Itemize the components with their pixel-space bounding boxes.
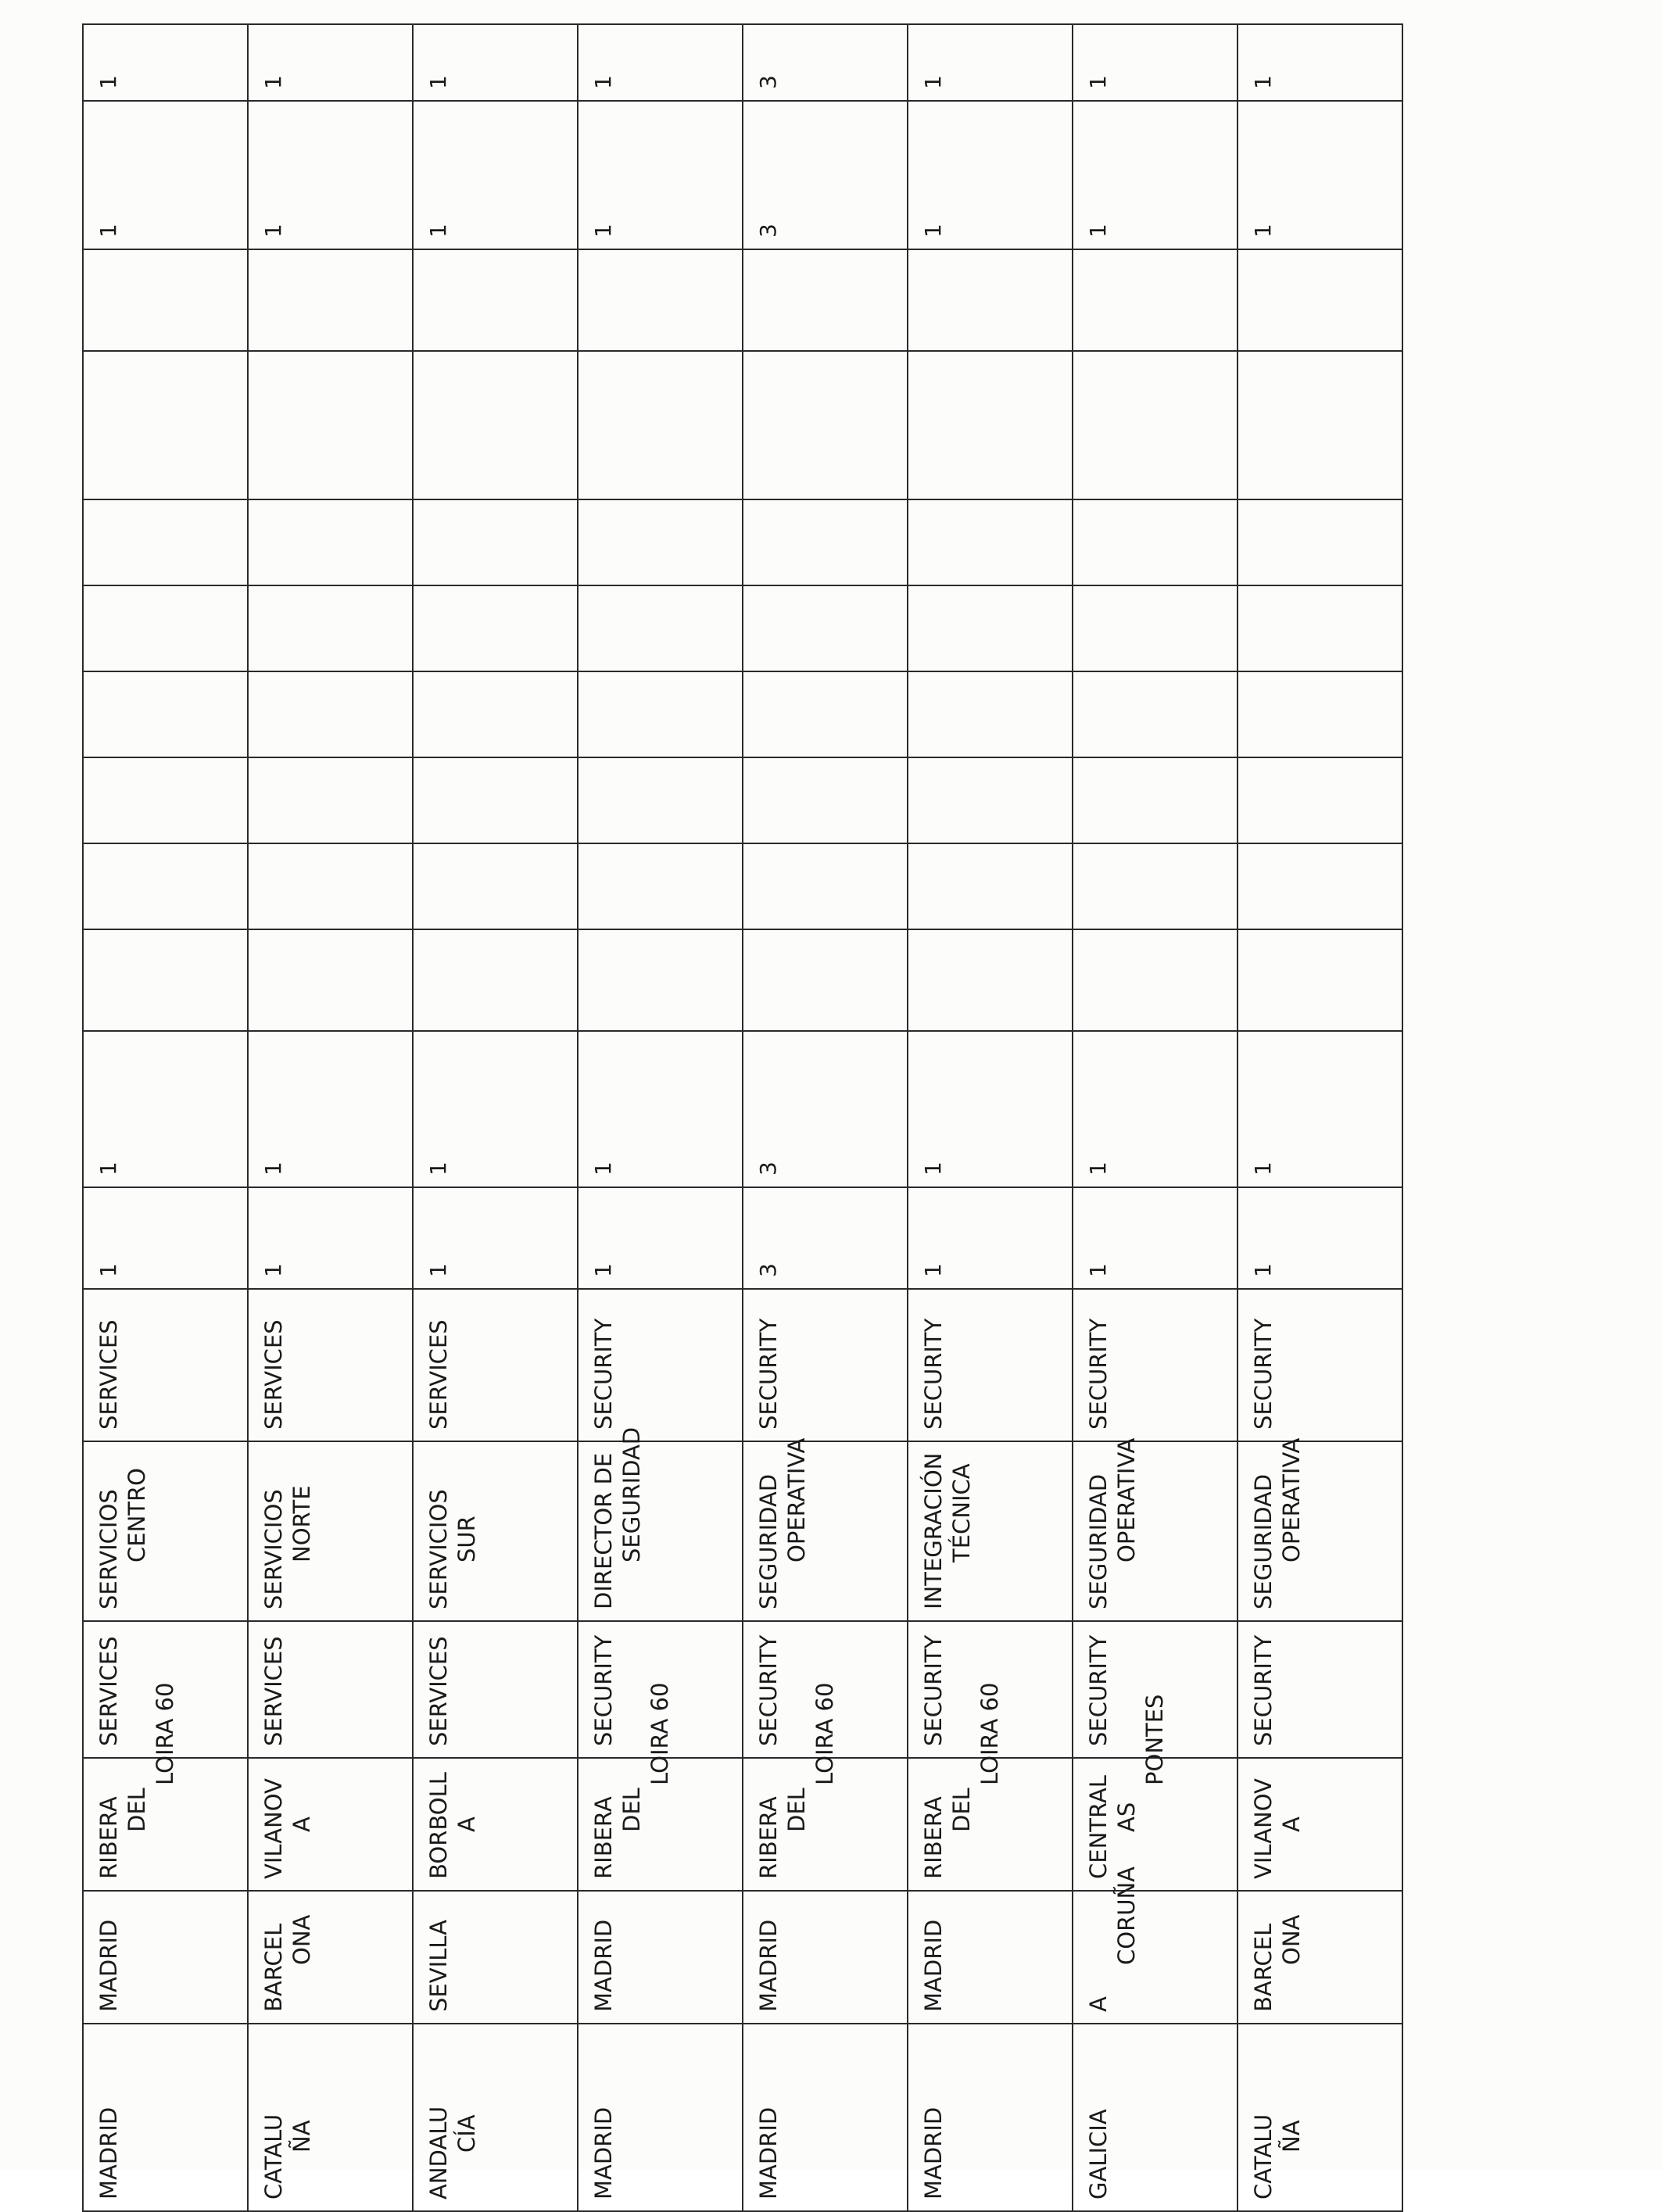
empty-cell — [248, 499, 413, 585]
count-cell: 1 — [1073, 101, 1238, 249]
empty-cell — [908, 499, 1073, 585]
empty-cell — [908, 757, 1073, 843]
count-cell: 1 — [1073, 24, 1238, 101]
count-cell: 1 — [1073, 1187, 1238, 1289]
department-cell-line: TÉCNICA — [948, 1463, 975, 1562]
area-secondary-cell — [1238, 1289, 1402, 1441]
department-cell-line: SEGURIDAD — [1085, 1473, 1112, 1609]
table-row — [83, 24, 248, 2211]
empty-cell — [908, 249, 1073, 351]
site-cell-line: A — [1278, 1816, 1305, 1832]
area-cell — [413, 1621, 578, 1758]
site-cell-line: VILANOV — [1250, 1778, 1277, 1879]
city-cell — [743, 1891, 908, 2024]
city-cell-line: A — [1085, 1996, 1112, 2012]
site-cell-line: RIBERA — [920, 1796, 947, 1879]
site-cell-line: RIBERA — [590, 1796, 617, 1879]
empty-cell — [248, 843, 413, 929]
count-cell: 3 — [743, 1187, 908, 1289]
city-cell-line: SEVILLA — [425, 1920, 452, 2012]
site-cell-line: CENTRAL — [1085, 1775, 1112, 1879]
area-cell-line: SECURITY — [1085, 1634, 1112, 1746]
area-cell-line: SERVICES — [260, 1636, 287, 1746]
city-cell — [908, 1891, 1073, 2024]
site-cell-line: DEL — [948, 1788, 975, 1832]
city-cell — [578, 1891, 743, 2024]
empty-cell — [578, 671, 743, 757]
empty-cell — [908, 929, 1073, 1031]
city-cell-line: CORUÑA — [1113, 1867, 1140, 1965]
empty-cell — [1238, 249, 1402, 351]
empty-cell — [248, 671, 413, 757]
department-cell-line: INTEGRACIÓN — [920, 1452, 947, 1609]
empty-cell — [248, 351, 413, 499]
empty-cell — [1073, 499, 1238, 585]
count-cell: 3 — [743, 1031, 908, 1187]
region-cell-line: ÑA — [1278, 2120, 1305, 2153]
region-cell — [1073, 2024, 1238, 2211]
empty-cell — [908, 671, 1073, 757]
count-cell: 1 — [83, 1031, 248, 1187]
count-cell: 1 — [248, 24, 413, 101]
area-secondary-cell — [248, 1289, 413, 1441]
empty-cell — [908, 843, 1073, 929]
empty-cell — [248, 249, 413, 351]
empty-cell — [578, 499, 743, 585]
region-cell-line: MADRID — [755, 2106, 782, 2199]
area-cell-line: SECURITY — [920, 1634, 947, 1746]
count-cell: 1 — [578, 101, 743, 249]
count-cell: 1 — [578, 1187, 743, 1289]
count-cell: 1 — [1238, 1187, 1402, 1289]
count-cell: 1 — [1073, 1031, 1238, 1187]
region-cell-line: MADRID — [920, 2106, 947, 2199]
city-cell-line: ONA — [1278, 1914, 1305, 1965]
staff-table — [82, 23, 1403, 2212]
empty-cell — [743, 671, 908, 757]
site-cell-line: AS — [1113, 1802, 1140, 1832]
region-cell — [248, 2024, 413, 2211]
site-cell-line: VILANOV — [260, 1778, 287, 1879]
city-cell-line: MADRID — [755, 1919, 782, 2012]
empty-cell — [1073, 351, 1238, 499]
empty-cell — [1073, 585, 1238, 671]
empty-cell — [1238, 757, 1402, 843]
site-cell-line: BORBOLL — [425, 1772, 452, 1879]
empty-cell — [413, 585, 578, 671]
area-cell-line: SERVICES — [425, 1636, 452, 1746]
area-secondary-cell — [413, 1289, 578, 1441]
empty-cell — [1238, 671, 1402, 757]
site-cell-line: RIBERA — [95, 1796, 122, 1879]
count-cell: 1 — [413, 101, 578, 249]
empty-cell — [1073, 249, 1238, 351]
empty-cell — [1238, 843, 1402, 929]
empty-cell — [1073, 757, 1238, 843]
empty-cell — [248, 929, 413, 1031]
empty-cell — [83, 585, 248, 671]
empty-cell — [83, 929, 248, 1031]
region-cell-line: CÍA — [453, 2114, 480, 2153]
site-cell-line: DEL — [124, 1788, 150, 1832]
empty-cell — [413, 351, 578, 499]
count-cell: 1 — [578, 1031, 743, 1187]
site-cell-line: DEL — [783, 1788, 810, 1832]
region-cell-line: MADRID — [95, 2106, 122, 2199]
area-secondary-cell-line: SERVICES — [260, 1319, 287, 1430]
table-row — [743, 24, 908, 2211]
region-cell-line: ANDALU — [425, 2106, 452, 2199]
site-cell — [248, 1758, 413, 1891]
count-cell: 1 — [248, 101, 413, 249]
city-cell-line: MADRID — [590, 1919, 617, 2012]
department-cell-line: OPERATIVA — [1113, 1437, 1140, 1562]
rotated-table-sheet — [82, 23, 1403, 2212]
empty-cell — [908, 351, 1073, 499]
empty-cell — [83, 843, 248, 929]
region-cell — [908, 2024, 1073, 2211]
empty-cell — [1238, 351, 1402, 499]
empty-cell — [83, 671, 248, 757]
department-cell-line: SEGURIDAD — [1250, 1473, 1277, 1609]
site-cell-line: A — [453, 1816, 480, 1832]
city-cell — [1073, 1867, 1238, 2024]
city-cell — [248, 1891, 413, 2024]
table-row — [248, 24, 413, 2211]
count-cell: 1 — [908, 24, 1073, 101]
area-secondary-cell-line: SECURITY — [755, 1318, 782, 1430]
count-cell: 1 — [908, 1187, 1073, 1289]
city-cell-line: MADRID — [920, 1919, 947, 2012]
site-cell-line: LOIRA 60 — [811, 1682, 838, 1785]
empty-cell — [578, 929, 743, 1031]
empty-cell — [578, 351, 743, 499]
department-cell-line: SERVICIOS — [425, 1489, 452, 1609]
department-cell-line: CENTRO — [124, 1468, 150, 1562]
department-cell-line: SERVICIOS — [260, 1489, 287, 1609]
table-row — [578, 24, 743, 2211]
region-cell-line: ÑA — [288, 2120, 315, 2153]
empty-cell — [578, 249, 743, 351]
area-cell — [1238, 1621, 1402, 1758]
count-cell: 1 — [83, 24, 248, 101]
area-secondary-cell-line: SECURITY — [1085, 1318, 1112, 1430]
area-cell-line: SECURITY — [1250, 1634, 1277, 1746]
city-cell-line: MADRID — [95, 1919, 122, 2012]
department-cell-line: SEGURIDAD — [618, 1426, 645, 1562]
count-cell: 1 — [908, 1031, 1073, 1187]
table-row — [413, 24, 578, 2211]
empty-cell — [248, 585, 413, 671]
site-cell-line: DEL — [618, 1788, 645, 1832]
count-cell: 1 — [83, 101, 248, 249]
empty-cell — [1238, 499, 1402, 585]
site-cell — [1073, 1694, 1238, 1891]
count-cell: 1 — [1238, 1031, 1402, 1187]
empty-cell — [1238, 929, 1402, 1031]
empty-cell — [743, 351, 908, 499]
site-cell — [1238, 1758, 1402, 1891]
empty-cell — [743, 249, 908, 351]
empty-cell — [413, 929, 578, 1031]
area-secondary-cell-line: SECURITY — [1250, 1318, 1277, 1430]
area-secondary-cell — [743, 1289, 908, 1441]
area-secondary-cell — [1073, 1289, 1238, 1441]
region-cell — [743, 2024, 908, 2211]
department-cell-line: SUR — [453, 1516, 480, 1562]
area-secondary-cell-line: SERVICES — [425, 1319, 452, 1430]
site-cell-line: A — [288, 1816, 315, 1832]
empty-cell — [578, 843, 743, 929]
department-cell — [743, 1437, 908, 1621]
site-cell-line: PONTES — [1141, 1694, 1168, 1785]
site-cell-line: LOIRA 60 — [152, 1682, 178, 1785]
area-cell-line: SECURITY — [755, 1634, 782, 1746]
table-row — [908, 24, 1073, 2211]
empty-cell — [743, 499, 908, 585]
department-cell — [578, 1426, 743, 1621]
department-cell-line: SERVICIOS — [95, 1489, 122, 1609]
count-cell: 1 — [1238, 101, 1402, 249]
area-cell-line: SERVICES — [95, 1636, 122, 1746]
empty-cell — [83, 499, 248, 585]
count-cell: 3 — [743, 24, 908, 101]
site-cell — [413, 1758, 578, 1891]
empty-cell — [413, 499, 578, 585]
department-cell-line: SEGURIDAD — [755, 1473, 782, 1609]
region-cell — [1238, 2024, 1402, 2211]
empty-cell — [1073, 843, 1238, 929]
site-cell-line: RIBERA — [755, 1796, 782, 1879]
empty-cell — [743, 843, 908, 929]
city-cell-line: BARCEL — [1250, 1923, 1277, 2012]
empty-cell — [413, 843, 578, 929]
empty-cell — [743, 929, 908, 1031]
empty-cell — [413, 249, 578, 351]
department-cell — [1238, 1437, 1402, 1621]
site-cell-line: LOIRA 60 — [647, 1682, 673, 1785]
area-cell — [248, 1621, 413, 1758]
empty-cell — [83, 249, 248, 351]
department-cell — [248, 1441, 413, 1621]
empty-cell — [413, 671, 578, 757]
area-secondary-cell-line: SERVICES — [95, 1319, 122, 1430]
department-cell — [908, 1441, 1073, 1621]
city-cell — [1238, 1891, 1402, 2024]
count-cell: 1 — [908, 101, 1073, 249]
empty-cell — [743, 585, 908, 671]
city-cell — [83, 1891, 248, 2024]
department-cell-line: OPERATIVA — [783, 1437, 810, 1562]
city-cell-line: BARCEL — [260, 1923, 287, 2012]
empty-cell — [908, 585, 1073, 671]
empty-cell — [83, 351, 248, 499]
site-cell-line: LOIRA 60 — [976, 1682, 1003, 1785]
count-cell: 1 — [1238, 24, 1402, 101]
region-cell — [413, 2024, 578, 2211]
area-cell-line: SECURITY — [590, 1634, 617, 1746]
table-row — [1073, 24, 1238, 2211]
region-cell — [578, 2024, 743, 2211]
count-cell: 3 — [743, 101, 908, 249]
empty-cell — [743, 757, 908, 843]
empty-cell — [578, 585, 743, 671]
area-secondary-cell-line: SECURITY — [920, 1318, 947, 1430]
empty-cell — [1073, 929, 1238, 1031]
region-cell-line: CATALU — [1250, 2114, 1277, 2199]
area-secondary-cell — [908, 1289, 1073, 1441]
count-cell: 1 — [248, 1187, 413, 1289]
count-cell: 1 — [578, 24, 743, 101]
count-cell: 1 — [83, 1187, 248, 1289]
area-secondary-cell — [578, 1289, 743, 1441]
city-cell-line: ONA — [288, 1914, 315, 1965]
empty-cell — [248, 757, 413, 843]
department-cell-line: NORTE — [288, 1485, 315, 1562]
department-cell-line: DIRECTOR DE — [590, 1452, 617, 1609]
count-cell: 1 — [413, 24, 578, 101]
area-secondary-cell-line: SECURITY — [590, 1318, 617, 1430]
empty-cell — [578, 757, 743, 843]
count-cell: 1 — [413, 1031, 578, 1187]
count-cell: 1 — [248, 1031, 413, 1187]
table-row — [1238, 24, 1402, 2211]
department-cell — [1073, 1437, 1238, 1621]
region-cell — [83, 2024, 248, 2211]
department-cell-line: OPERATIVA — [1278, 1437, 1305, 1562]
empty-cell — [1073, 671, 1238, 757]
city-cell — [413, 1891, 578, 2024]
count-cell: 1 — [413, 1187, 578, 1289]
department-cell — [83, 1441, 248, 1621]
area-secondary-cell — [83, 1289, 248, 1441]
region-cell-line: GALICIA — [1085, 2109, 1112, 2199]
empty-cell — [413, 757, 578, 843]
region-cell-line: MADRID — [590, 2106, 617, 2199]
department-cell — [413, 1441, 578, 1621]
region-cell-line: CATALU — [260, 2114, 287, 2199]
empty-cell — [83, 757, 248, 843]
empty-cell — [1238, 585, 1402, 671]
